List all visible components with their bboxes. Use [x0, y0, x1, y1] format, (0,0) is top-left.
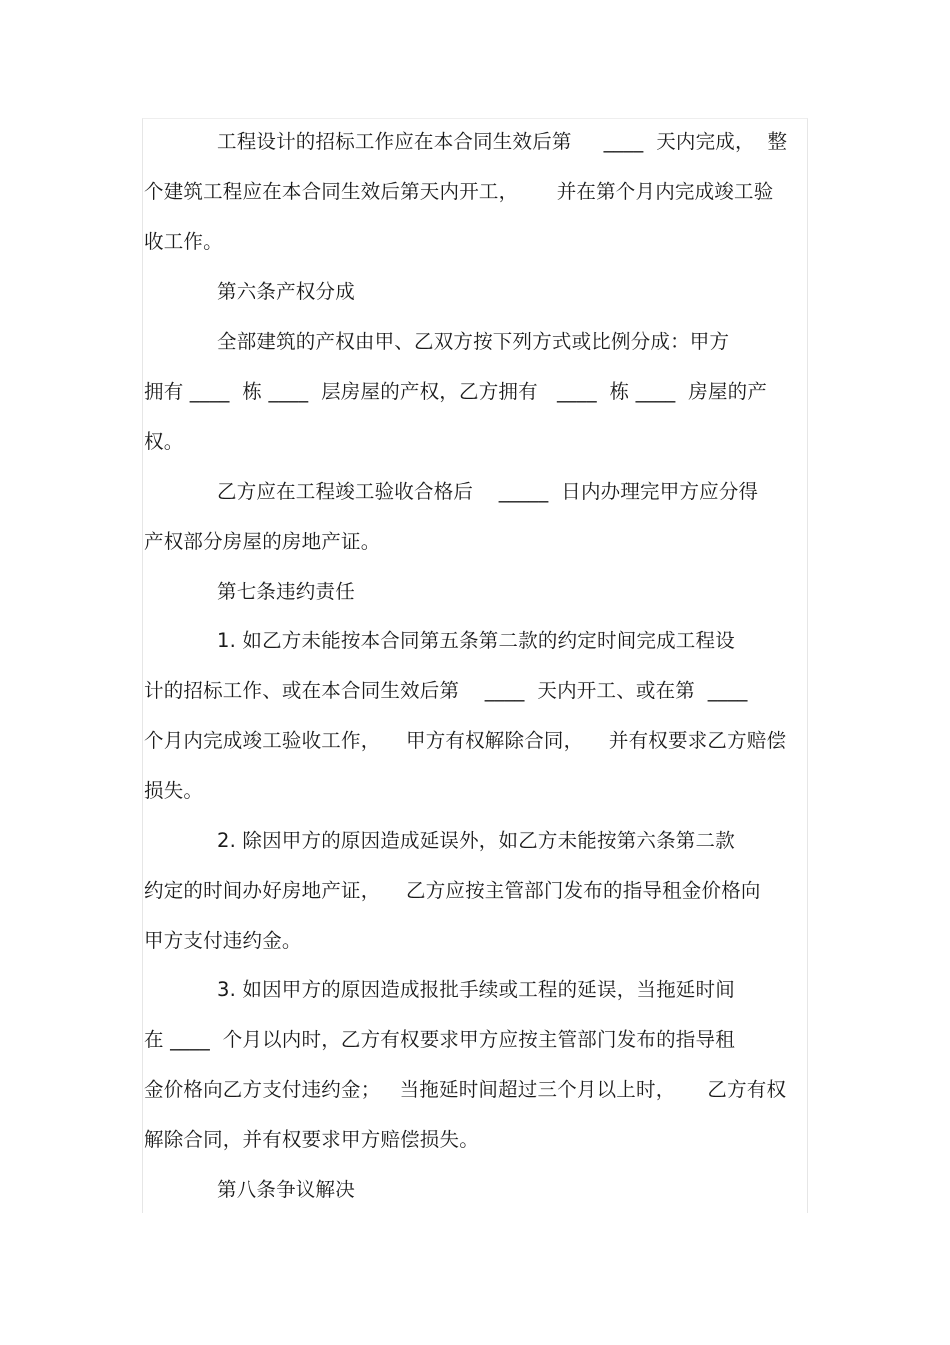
text-line: 全部建筑的产权由甲、乙双方按下列方式或比例分成：甲方 [217, 330, 730, 353]
text-line: 2. 除因甲方的原因造成延误外，如乙方未能按第六条第二款 [217, 829, 735, 852]
text-line: 拥有 ____ 栋 ____ 层房屋的产权，乙方拥有 ____ 栋 ____ 房屋的产 [144, 380, 768, 403]
section-heading: 第六条产权分成 [217, 280, 355, 303]
text-line: 个建筑工程应在本合同生效后第天内开工， 并在第个月内完成竣工验 [144, 180, 774, 203]
section-heading: 第八条争议解决 [217, 1178, 355, 1201]
text-line: 甲方支付违约金。 [144, 929, 302, 952]
text-line: 损失。 [144, 779, 204, 802]
text-line: 个月内完成竣工验收工作， 甲方有权解除合同， 并有权要求乙方赔偿 [144, 729, 787, 752]
text-line: 收工作。 [144, 230, 223, 253]
text-line: 金价格向乙方支付违约金； 当拖延时间超过三个月以上时， 乙方有权 [144, 1078, 787, 1101]
text-line: 权。 [144, 430, 184, 453]
text-line: 计的招标工作、或在本合同生效后第 ____ 天内开工、或在第 ____ [144, 679, 748, 702]
text-line: 在 ____ 个月以内时，乙方有权要求甲方应按主管部门发布的指导租 [144, 1028, 735, 1051]
text-line: 解除合同，并有权要求甲方赔偿损失。 [144, 1128, 479, 1151]
text-line: 约定的时间办好房地产证， 乙方应按主管部门发布的指导租金价格向 [144, 879, 761, 902]
text-line: 产权部分房屋的房地产证。 [144, 530, 381, 553]
text-line: 工程设计的招标工作应在本合同生效后第 ____ 天内完成， 整 [217, 130, 788, 153]
section-heading: 第七条违约责任 [217, 580, 355, 603]
text-line: 乙方应在工程竣工验收合格后 _____ 日内办理完甲方应分得 [217, 480, 759, 503]
text-line: 3. 如因甲方的原因造成报批手续或工程的延误，当拖延时间 [217, 978, 735, 1001]
text-line: 1. 如乙方未能按本合同第五条第二款的约定时间完成工程设 [217, 629, 735, 652]
